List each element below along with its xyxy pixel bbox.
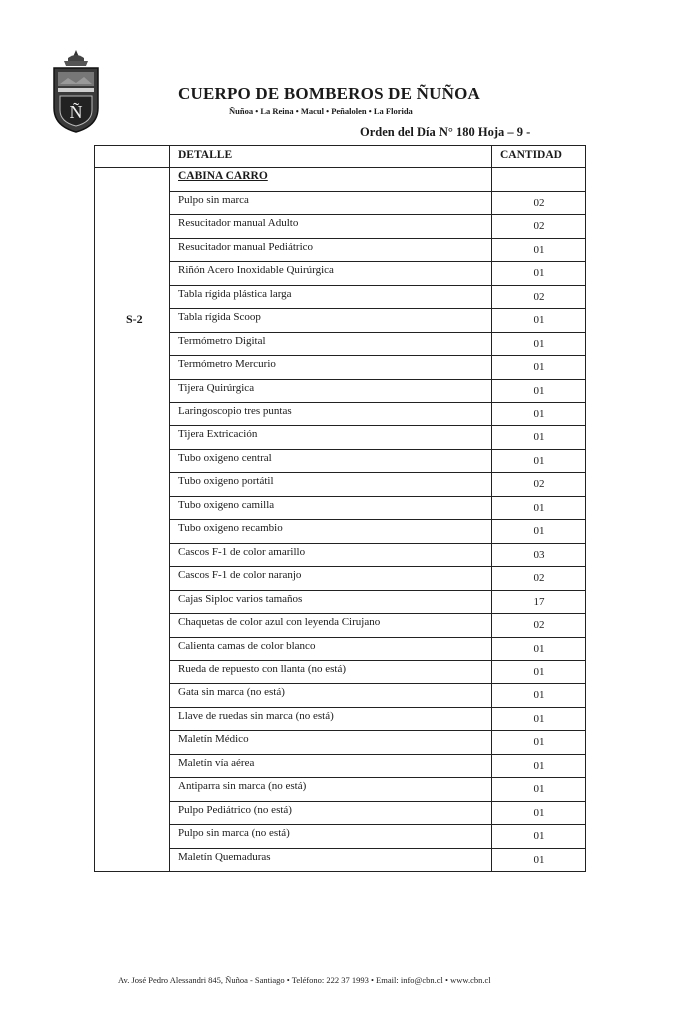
row-item-quantity: 01: [533, 665, 545, 678]
row-item-description: Antiparra sin marca (no está): [178, 780, 307, 793]
fire-brigade-crest-logo: [48, 48, 104, 134]
row-item-quantity: 02: [533, 197, 545, 209]
row-item-quantity: 01: [533, 806, 545, 819]
row-item-description: Tabla rígida plástica larga: [178, 287, 292, 300]
row-item-description: Maletín Médico: [178, 733, 249, 746]
row-item-quantity: 01: [533, 689, 545, 702]
row-item-description: Maletín vía aérea: [178, 756, 255, 769]
row-item-quantity: 01: [533, 712, 545, 725]
row-item-description: Laringoscopio tres puntas: [178, 405, 292, 418]
footer-contact-info: Av. José Pedro Alessandri 845, Ñuñoa - Santiago • Teléfono: 222 37 1993 • Email: info@cbn.cl • www.cbn.cl: [118, 975, 491, 985]
row-item-description: Riñón Acero Inoxidable Quirúrgica: [178, 264, 334, 277]
row-item-quantity: 01: [533, 384, 545, 397]
row-item-quantity: 02: [533, 572, 545, 585]
row-item-description: Maletín Quemaduras: [178, 850, 271, 863]
row-item-quantity: 01: [533, 642, 545, 655]
row-item-description: Rueda de repuesto con llanta (no está): [178, 662, 346, 675]
row-item-description: Cascos F-1 de color amarillo: [178, 545, 306, 558]
row-item-quantity: 03: [533, 548, 545, 561]
row-item-description: Resucitador manual Adulto: [178, 217, 299, 230]
section-heading-cabina-carro: CABINA CARRO: [178, 170, 268, 182]
column-header-quantity: CANTIDAD: [500, 149, 562, 161]
row-item-quantity: 01: [533, 454, 545, 467]
row-item-quantity: 01: [533, 830, 545, 843]
row-item-description: Cascos F-1 de color naranjo: [178, 569, 302, 582]
order-of-day-page-reference: Orden del Día N° 180 Hoja – 9 -: [360, 125, 531, 139]
row-item-quantity: 01: [533, 267, 545, 280]
row-item-quantity: 01: [533, 337, 545, 350]
row-item-description: Tubo oxigeno portátil: [178, 475, 274, 488]
row-item-quantity: 01: [533, 525, 545, 538]
row-item-description: Tubo oxigeno camilla: [178, 498, 275, 511]
row-item-description: Cajas Siploc varios tamaños: [178, 592, 303, 605]
row-item-quantity: 01: [533, 361, 545, 374]
row-item-description: Tijera Quirúrgica: [178, 381, 255, 394]
svg-text:Ñ: Ñ: [69, 102, 83, 122]
row-item-description: Calienta camas de color blanco: [178, 639, 316, 652]
row-item-quantity: 01: [533, 783, 545, 796]
row-item-description: Tubo oxigeno recambio: [178, 522, 283, 535]
row-item-description: Termómetro Digital: [178, 334, 266, 347]
row-item-description: Gata sin marca (no está): [178, 686, 285, 699]
row-item-quantity: 17: [533, 595, 545, 608]
row-item-quantity: 01: [533, 501, 545, 514]
group-label: S-2: [126, 312, 143, 326]
row-item-description: Tijera Extricación: [178, 428, 258, 441]
row-item-description: Pulpo Pediátrico (no está): [178, 803, 292, 816]
row-item-quantity: 01: [533, 759, 545, 772]
row-item-quantity: 01: [533, 853, 545, 866]
row-item-quantity: 02: [533, 478, 545, 491]
row-item-description: Tubo oxigeno central: [178, 451, 272, 464]
row-item-description: Pulpo sin marca: [178, 194, 249, 206]
row-item-quantity: 01: [533, 736, 545, 749]
communes-subtitle: Ñuñoa • La Reina • Macul • Peñalolen • La Florida: [229, 106, 413, 116]
row-item-quantity: 01: [533, 243, 545, 256]
row-item-quantity: 02: [533, 290, 545, 303]
row-item-description: Tabla rígida Scoop: [178, 311, 261, 324]
row-item-quantity: 01: [533, 314, 545, 327]
row-item-quantity: 01: [533, 408, 545, 421]
row-item-description: Llave de ruedas sin marca (no está): [178, 709, 334, 722]
organization-name: CUERPO DE BOMBEROS DE ÑUÑOA: [178, 84, 480, 103]
row-item-description: Termómetro Mercurio: [178, 358, 276, 371]
row-item-quantity: 02: [533, 619, 545, 632]
column-header-detail: DETALLE: [178, 149, 233, 161]
row-item-description: Resucitador manual Pediátrico: [178, 240, 314, 253]
row-item-description: Chaquetas de color azul con leyenda Cirujano: [178, 616, 381, 629]
row-item-quantity: 02: [533, 220, 545, 233]
row-item-description: Pulpo sin marca (no está): [178, 827, 290, 840]
row-item-quantity: 01: [533, 431, 545, 444]
